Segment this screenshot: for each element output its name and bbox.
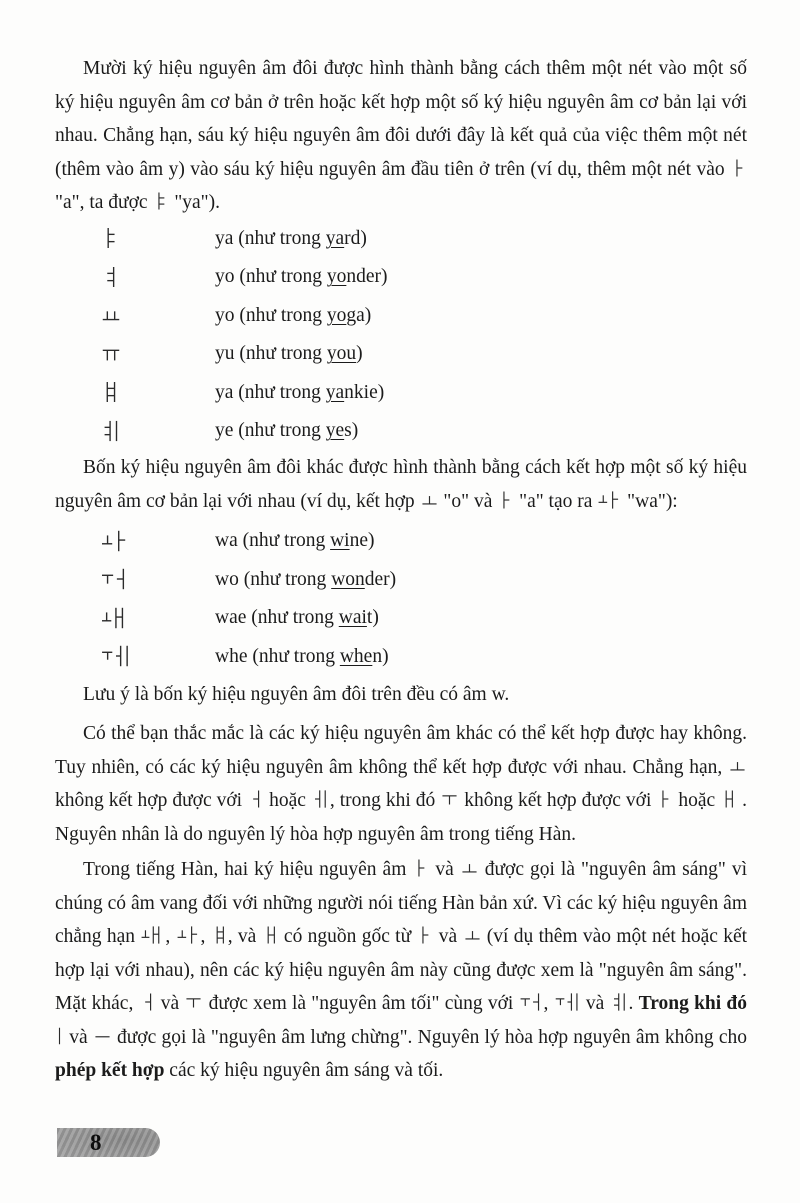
text-run: và [155,993,185,1014]
vowel-list-item [100,301,747,330]
text-run: Có thể bạn thắc mắc là các ký hiệu nguyên âm khác có thể kết hợp được hay không. Tuy nhiên, có các ký hiệu nguyên âm không thể kết hợp được với nhau. Chẳng hạn, [55,723,747,778]
text-run: whe (như trong [215,645,340,667]
text-run: hoặc [673,790,721,811]
text-run: và [429,859,460,880]
vowel-description [215,301,371,330]
vowel-symbol-cell [100,379,215,405]
vowel-symbol-cell [100,566,215,592]
vowel-list-item [100,378,747,407]
text-run: yo (như trong [215,266,327,287]
text-run: và [580,993,610,1014]
vowel-description [215,224,367,253]
underlined-text: yo [326,266,347,287]
text-run: ne) [349,530,375,551]
vowel-symbol-cell [100,302,215,328]
text-run: Trong tiếng Hàn, hai ký hiệu nguyên âm [83,859,413,880]
vowel-description [215,262,388,291]
note-w-sound [55,678,747,712]
text-run: wo (như trong [215,568,332,590]
text-run: t) [366,607,379,628]
jamo-u-symbol [184,991,203,1013]
underlined-text: wai [338,607,367,628]
vowel-list-item [100,416,747,445]
jamo-wa-symbol [176,924,201,946]
jamo-wa-symbol [597,489,622,511]
jamo-ae-symbol [720,788,737,810]
text-run: được xem là "nguyên âm tối" cùng với [203,993,519,1014]
vowel-list-w-series [100,526,747,671]
vowel-list-item [100,642,747,671]
jamo-o-symbol [463,924,482,946]
jamo-o-symbol [460,857,479,879]
vowel-symbol-cell [100,643,215,669]
paragraph-bright-dark-vowels [55,853,747,1088]
jamo-a-symbol [497,489,514,511]
text-run: không kết hợp được với [459,790,657,811]
bold-text: phép kết hợp [55,1060,165,1081]
text-run: ) [356,343,363,364]
text-run: "wa"): [622,490,678,512]
text-run: ya (như trong [215,381,326,403]
jamo-o-symbol [420,489,439,511]
text-run: không kết hợp được với [55,790,248,811]
jamo-ae-symbol [262,924,279,946]
text-run: , và [227,926,262,947]
vowel-symbol-cell [100,225,215,251]
jamo-e-symbol [311,788,330,810]
page-number: 8 [90,1130,102,1155]
vowel-list-item [100,339,747,368]
jamo-yo-symbol [100,302,122,328]
underlined-text: wi [330,530,350,551]
text-run: các ký hiệu nguyên âm sáng và tối. [164,1060,444,1081]
underlined-text: ya [325,381,345,403]
text-run: Mười ký hiệu nguyên âm đôi được hình thành bằng cách thêm một nét vào một số ký hiệu nguyên âm cơ bản ở trên hoặc kết hợp một số ký hiệu nguyên âm cơ bản lại với nhau. Chẳng hạn, sáu ký hiệu nguyên âm đôi dưới đây là kết quả của việc thêm một nét (thêm vào âm y) vào sáu ký hiệu nguyên âm đầu tiên ở trên (ví dụ, thêm một nét vào [55,58,747,180]
jamo-wo-symbol [519,991,544,1013]
text-run: có nguồn gốc từ [278,926,417,947]
text-run: Bốn ký hiệu nguyên âm đôi khác được hình thành bằng cách kết hợp một số ký hiệu nguyên âm cơ bản lại với nhau (ví dụ, kết hợp [55,457,747,512]
jamo-a-symbol [412,857,429,879]
vowel-description [215,565,396,594]
text-run: . Nguyên nhân là do nguyên lý hòa hợp nguyên âm trong tiếng Hàn. [55,790,748,845]
vowel-symbol-cell [100,264,215,290]
vowel-description [215,378,384,407]
jamo-yae-symbol [211,924,228,946]
underlined-text: ya [325,227,345,249]
vowel-description [215,603,379,632]
paragraph-combination-limits [55,717,747,851]
text-run: , [543,993,554,1014]
text-run: được gọi là "nguyên âm sáng" vì chúng có âm vang đối với những người nói tiếng Hàn bản xứ. Vì các ký hiệu nguyên âm chẳng hạn [55,859,748,947]
text-run: "a", ta được [55,192,153,213]
text-run: "o" và [438,490,498,512]
vowel-description [215,416,358,445]
text-run: được gọi là "nguyên âm lưng chừng". Nguyên lý hòa hợp nguyên âm không cho [111,1026,747,1048]
vowel-symbol-cell [100,341,215,367]
jamo-a-symbol [416,924,433,946]
jamo-a-symbol [730,157,747,179]
underlined-text: you [326,343,357,364]
bold-text: Trong khi đó [638,993,748,1014]
jamo-eu-symbol [93,1025,112,1047]
vowel-list-item [100,262,747,291]
text-run: wa (như trong [215,530,331,551]
text-run: (ví dụ thêm vào một nét hoặc kết hợp lại với nhau), nên các ký hiệu nguyên âm này cũng được xem là "nguyên âm sáng". Mặt khác, [55,926,748,1014]
underlined-text: yo [326,304,347,326]
text-run: , [165,926,176,947]
jamo-u-symbol [440,788,459,810]
jamo-yae-symbol [100,379,120,405]
text-run: der) [364,568,397,590]
jamo-yeo-symbol [100,264,120,290]
vowel-symbol-cell [100,605,215,631]
page-number-tab [57,1128,160,1157]
vowel-list-item [100,565,747,594]
jamo-yu-symbol [100,341,122,367]
text-run: và [433,926,463,947]
text-run: , trong khi đó [329,790,441,811]
vowel-symbol-cell [100,418,215,444]
text-run: "ya"). [169,192,221,213]
jamo-ya-symbol [152,190,169,212]
jamo-ya-symbol [100,225,120,251]
jamo-ye-symbol [610,991,629,1013]
text-run: "a" tạo ra [514,490,598,512]
text-run: yo (như trong [215,304,327,326]
jamo-eo-symbol [247,788,264,810]
jamo-i-symbol [55,1025,64,1047]
jamo-o-symbol [728,755,747,777]
text-run: rd) [344,227,367,249]
jamo-we-symbol [554,991,581,1013]
text-run: s) [344,420,359,441]
jamo-wae-symbol [140,924,165,946]
jamo-wa-symbol [100,528,130,554]
text-run: và [64,1026,93,1048]
vowel-list-item [100,603,747,632]
text-run: , [200,926,211,947]
vowel-description [215,526,375,555]
text-run: . [628,993,639,1014]
vowel-symbol-cell [100,528,215,554]
paragraph-four-combined-vowels [55,451,747,518]
text-run: ga) [346,304,372,326]
text-run: wae (như trong [215,607,339,628]
jamo-wo-symbol [100,566,130,592]
vowel-description [215,339,363,368]
vowel-list-y-series [100,224,747,446]
vowel-list-item [100,224,747,253]
text-run: nkie) [344,381,385,403]
jamo-eo-symbol [139,991,156,1013]
text-run: ye (như trong [215,420,326,441]
underlined-text: won [331,568,365,590]
jamo-ye-symbol [100,418,122,444]
jamo-wae-symbol [100,605,130,631]
vowel-list-item [100,526,747,555]
text-run: nder) [346,266,388,287]
text-run: n) [372,645,389,667]
text-run: yu (như trong [215,343,327,364]
text-run: Lưu ý là bốn ký hiệu nguyên âm đôi trên đều có âm w. [83,683,510,705]
text-run: ya (như trong [215,227,326,249]
paragraph-intro-diphthongs [55,52,747,220]
text-run: hoặc [264,790,311,811]
jamo-we-symbol [100,643,132,669]
underlined-text: ye [325,420,345,441]
vowel-description [215,642,389,671]
underlined-text: whe [339,645,373,667]
jamo-a-symbol [656,788,673,810]
